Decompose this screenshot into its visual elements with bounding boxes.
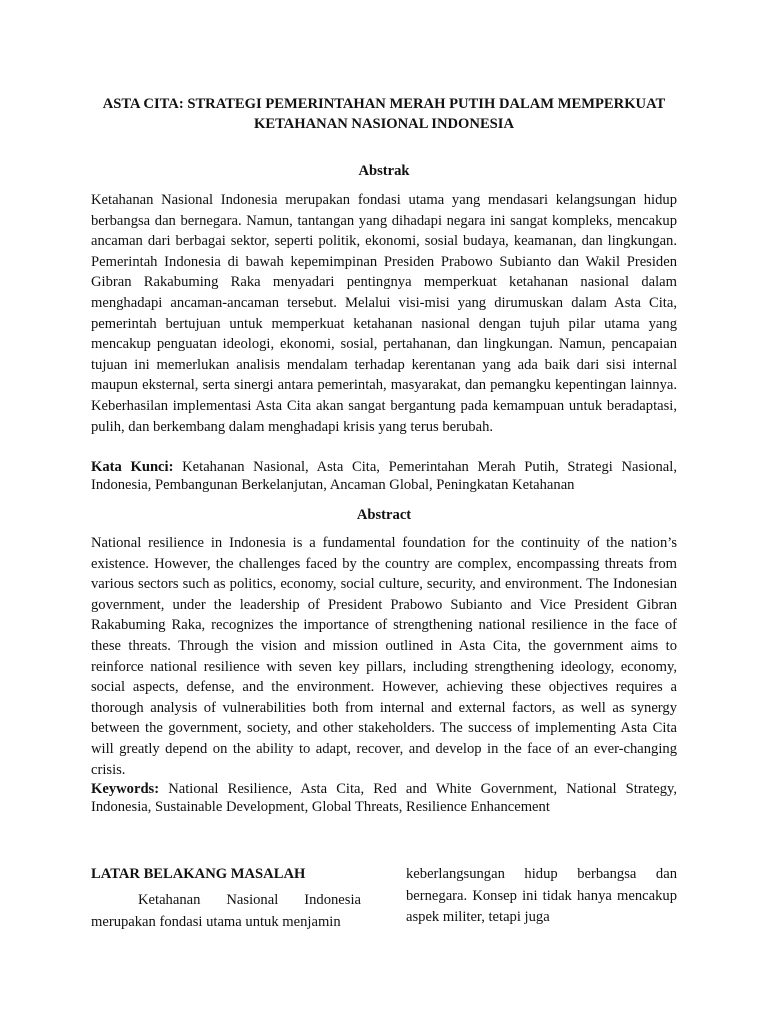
abstract-text: National resilience in Indonesia is a fundamental foundation for the continuity of the nation’s existence. However, the challenges faced by the country are complex, encompassing threats from various sectors such as politics, economy, social culture, security, and environment. The Indonesian government, under the leadership of President Prabowo Subianto and Vice President Gibran Rakabuming Raka, recognizes the importance of strengthening national resilience in the face of these threats. Through the vision and mission outlined in Asta Cita, the government aims to reinforce national resilience with seven key pillars, including strengthening ideology, economy, social aspects, defense, and the environment. However, achieving these objectives requires a thorough analysis of vulnerabilities both from internal and external factors, as well as synergy between the government, society, and other stakeholders. The success of implementing Asta Cita will greatly depend on the ability to adapt, recover, and develop in the face of an ever-changing crisis. <box>91 535 677 778</box>
paper-title: ASTA CITA: STRATEGI PEMERINTAHAN MERAH PUTIH DALAM MEMPERKUAT KETAHANAN NASIONAL INDONESIA <box>102 96 666 132</box>
section-heading: LATAR BELAKANG MASALAH <box>91 866 306 882</box>
left-column-text: Ketahanan Nasional Indonesia merupakan fondasi utama untuk menjamin <box>91 892 361 930</box>
abstrak-text: Ketahanan Nasional Indonesia merupakan fondasi utama yang mendasari kelangsungan hidup berbangsa dan bernegara. Namun, tantangan yang dihadapi negara ini sangat kompleks, mencakup ancaman dari berbagai sektor, seperti politik, ekonomi, sosial budaya, keamanan, dan lingkungan. Pemerintah Indonesia di bawah kepemimpinan Presiden Prabowo Subianto dan Wakil Presiden Gibran Rakabuming Raka menyadari pentingnya memperkuat ketahanan nasional dalam menghadapi ancaman-ancaman tersebut. Melalui visi-misi yang dirumuskan dalam Asta Cita, pemerintah bertujuan untuk memperkuat ketahanan nasional dengan tujuh pilar utama yang mencakup penguatan ideologi, ekonomi, sosial, pertahanan, dan lingkungan. Namun, pencapaian tujuan ini memerlukan analisis mendalam terhadap kerentanan yang ada baik dari sisi internal maupun eksternal, serta sinergi antara pemerintah, masyarakat, dan pemangku kepentingan lainnya. Keberhasilan implementasi Asta Cita akan sangat bergantung pada kemampuan untuk beradaptasi, pulih, dan berkembang dalam menghadapi krisis yang terus berubah. <box>91 192 677 435</box>
abstrak-keywords-label: Kata Kunci: <box>91 459 174 475</box>
abstract-keywords-text: National Resilience, Asta Cita, Red and White Government, National Strategy, Indonesia, Sustainable Development, Global Threats, Resilience Enhancement <box>91 781 677 815</box>
left-column <box>91 864 361 933</box>
abstract-heading: Abstract <box>356 507 412 523</box>
abstrak-keywords-text: Ketahanan Nasional, Asta Cita, Pemerintahan Merah Putih, Strategi Nasional, Indonesia, Pembangunan Berkelanjutan, Ancaman Global, Peningkatan Ketahanan <box>91 459 677 493</box>
right-column <box>406 864 677 929</box>
abstract-keywords-label: Keywords: <box>91 781 160 797</box>
abstrak-heading: Abstrak <box>358 163 410 179</box>
right-column-text: keberlangsungan hidup berbangsa dan bernegara. Konsep ini tidak hanya mencakup aspek militer, tetapi juga <box>406 866 677 925</box>
abstract-keywords <box>91 780 677 816</box>
abstrak-keywords <box>91 458 677 494</box>
